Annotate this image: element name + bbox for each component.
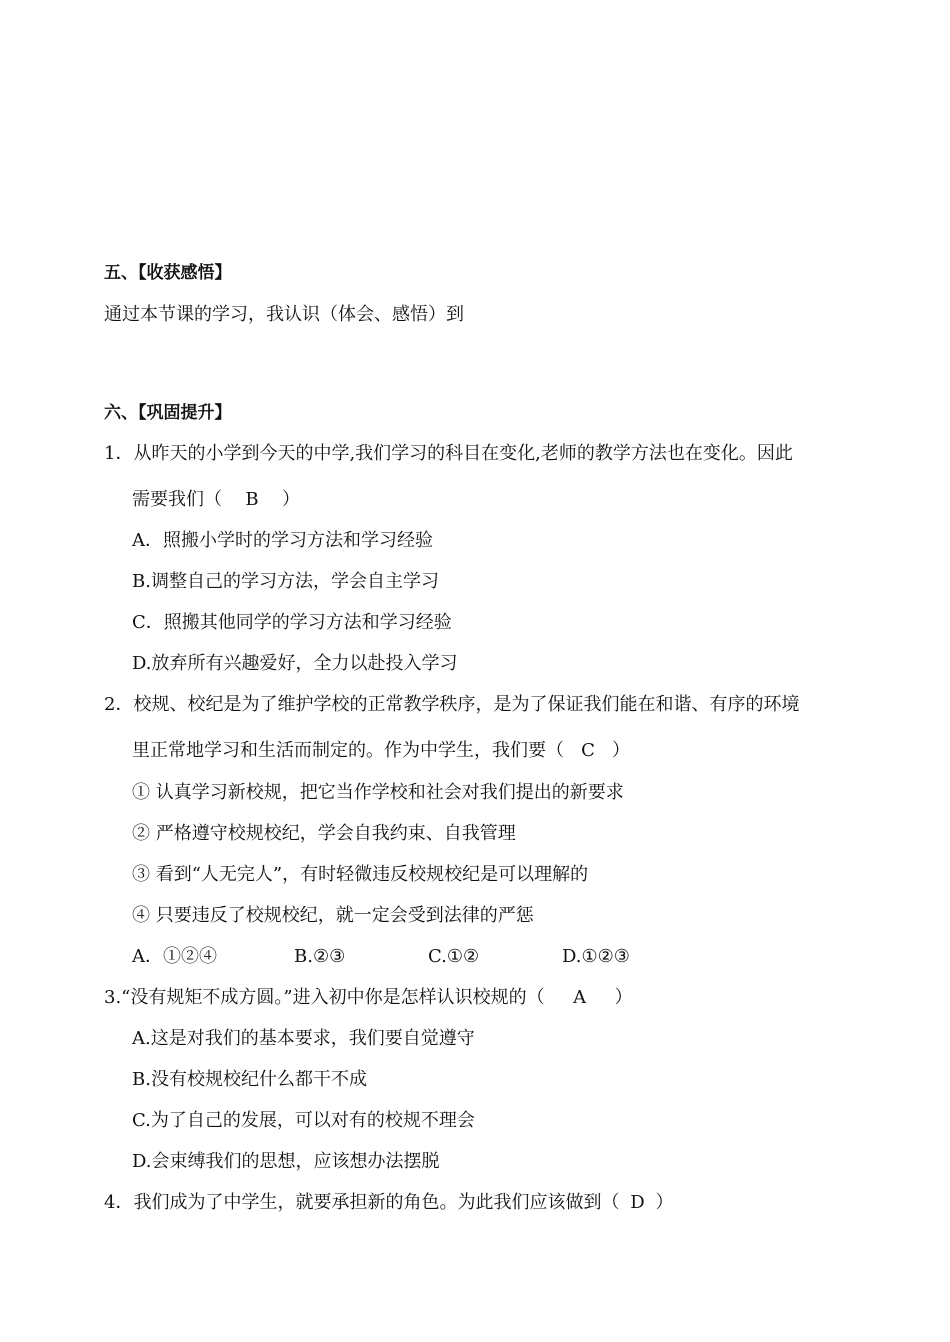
q3-stem xyxy=(104,987,633,1009)
q1-option-a: A．照搬小学时的学习方法和学习经验 xyxy=(132,530,433,551)
q2-stem-line2 xyxy=(132,740,630,762)
q2-statement-1: ① 认真学习新校规，把它当作学校和社会对我们提出的新要求 xyxy=(132,782,624,803)
q3-stem-pre: 3.“没有规矩不成方圆。”进入初中你是怎样认识校规的（ xyxy=(104,987,545,1008)
q1-option-d: D.放弃所有兴趣爱好，全力以赴投入学习 xyxy=(132,653,458,674)
q3-option-d: D.会束缚我们的思想，应该想办法摆脱 xyxy=(132,1151,440,1172)
q2-option-a: A．①②④ xyxy=(132,946,217,967)
q2-stem-post: ） xyxy=(612,740,630,761)
q1-stem-line2 xyxy=(132,489,300,511)
q1-option-b: B.调整自己的学习方法，学会自主学习 xyxy=(132,571,439,592)
q2-stem-pre: 里正常地学习和生活而制定的。作为中学生，我们要（ xyxy=(132,740,564,761)
q1-option-c: C．照搬其他同学的学习方法和学习经验 xyxy=(132,612,452,633)
q2-stem-line1: 2．校规、校纪是为了维护学校的正常教学秩序，是为了保证我们能在和谐、有序的环境 xyxy=(104,694,800,715)
q3-answer: A xyxy=(573,987,587,1008)
q2-statement-4: ④ 只要违反了校规校纪，就一定会受到法律的严惩 xyxy=(132,905,534,926)
q2-option-d: D.①②③ xyxy=(562,946,630,967)
q2-option-b: B.②③ xyxy=(294,946,346,967)
q3-stem-post: ） xyxy=(614,987,633,1008)
q4-answer: D xyxy=(630,1192,645,1213)
section6-title: 六、【巩固提升】 xyxy=(104,403,232,423)
q4-stem-pre: 4．我们成为了中学生，就要承担新的角色。为此我们应该做到（ xyxy=(104,1192,620,1213)
q2-statement-3: ③ 看到“人无完人”，有时轻微违反校规校纪是可以理解的 xyxy=(132,864,589,885)
q4-stem xyxy=(104,1192,673,1214)
q3-option-b: B.没有校规校纪什么都干不成 xyxy=(132,1069,367,1090)
q1-answer: B xyxy=(245,489,259,510)
q1-stem-pre: 需要我们（ xyxy=(132,489,222,510)
q3-option-c: C.为了自己的发展，可以对有的校规不理会 xyxy=(132,1110,475,1131)
section5-prompt: 通过本节课的学习，我认识（体会、感悟）到 xyxy=(104,304,464,325)
q2-option-c: C.①② xyxy=(428,946,480,967)
q1-stem-line1: 1．从昨天的小学到今天的中学,我们学习的科目在变化,老师的教学方法也在变化。因此 xyxy=(104,443,793,464)
q4-stem-post: ） xyxy=(655,1192,674,1213)
q3-option-a: A.这是对我们的基本要求，我们要自觉遵守 xyxy=(132,1028,475,1049)
q2-statement-2: ② 严格遵守校规校纪，学会自我约束、自我管理 xyxy=(132,823,516,844)
q1-stem-post: ） xyxy=(282,489,300,510)
section5-title: 五、【收获感悟】 xyxy=(104,263,232,283)
q2-answer: C xyxy=(581,740,595,761)
